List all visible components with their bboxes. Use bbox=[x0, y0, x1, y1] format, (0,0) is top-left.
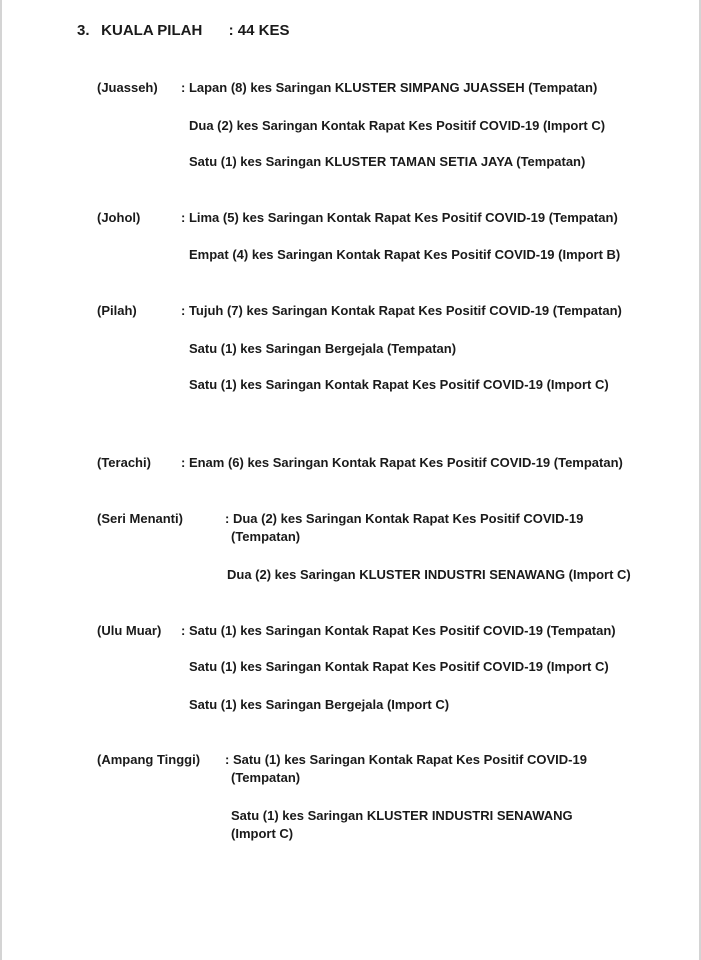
case-line: Satu (1) kes Saringan Bergejala (Tempatan) bbox=[189, 341, 457, 356]
case-line: : Satu (1) kes Saringan Kontak Rapat Kes Positif COVID-19 bbox=[225, 752, 587, 767]
area-label-pilah: (Pilah) bbox=[97, 303, 137, 318]
district-heading bbox=[77, 22, 289, 39]
case-line: : Dua (2) kes Saringan Kontak Rapat Kes Positif COVID-19 bbox=[225, 511, 584, 526]
area-label-terachi: (Terachi) bbox=[97, 455, 151, 470]
case-line: : Lapan (8) kes Saringan KLUSTER SIMPANG JUASSEH (Tempatan) bbox=[181, 80, 598, 95]
page-left-border bbox=[0, 0, 2, 960]
case-line: Satu (1) kes Saringan KLUSTER INDUSTRI SENAWANG bbox=[231, 808, 573, 823]
case-line: Satu (1) kes Saringan Bergejala (Import C) bbox=[189, 697, 450, 712]
case-line: Dua (2) kes Saringan KLUSTER INDUSTRI SENAWANG (Import C) bbox=[227, 567, 631, 582]
case-line: (Tempatan) bbox=[231, 770, 301, 785]
case-line: : Tujuh (7) kes Saringan Kontak Rapat Kes Positif COVID-19 (Tempatan) bbox=[181, 303, 622, 318]
case-line: Satu (1) kes Saringan Kontak Rapat Kes Positif COVID-19 (Import C) bbox=[189, 377, 609, 392]
case-line: Empat (4) kes Saringan Kontak Rapat Kes Positif COVID-19 (Import B) bbox=[189, 247, 621, 262]
district-name: KUALA PILAH bbox=[101, 22, 203, 39]
area-label-ulu-muar: (Ulu Muar) bbox=[97, 623, 162, 638]
case-line: Satu (1) kes Saringan Kontak Rapat Kes Positif COVID-19 (Import C) bbox=[189, 659, 609, 674]
case-line: Dua (2) kes Saringan Kontak Rapat Kes Positif COVID-19 (Import C) bbox=[189, 118, 606, 133]
case-line: : Enam (6) kes Saringan Kontak Rapat Kes Positif COVID-19 (Tempatan) bbox=[181, 455, 623, 470]
case-line: Satu (1) kes Saringan KLUSTER TAMAN SETIA JAYA (Tempatan) bbox=[189, 154, 586, 169]
area-label-ampang-tinggi: (Ampang Tinggi) bbox=[97, 752, 201, 767]
area-label-juasseh: (Juasseh) bbox=[97, 80, 158, 95]
area-label-seri-menanti: (Seri Menanti) bbox=[97, 511, 183, 526]
case-line: : Satu (1) kes Saringan Kontak Rapat Kes Positif COVID-19 (Tempatan) bbox=[181, 623, 616, 638]
section-number: 3. bbox=[77, 22, 90, 39]
case-line: (Tempatan) bbox=[231, 529, 301, 544]
district-total: : 44 KES bbox=[228, 22, 290, 39]
case-line: : Lima (5) kes Saringan Kontak Rapat Kes Positif COVID-19 (Tempatan) bbox=[181, 210, 618, 225]
area-label-johol: (Johol) bbox=[97, 210, 141, 225]
case-line: (Import C) bbox=[231, 826, 294, 841]
